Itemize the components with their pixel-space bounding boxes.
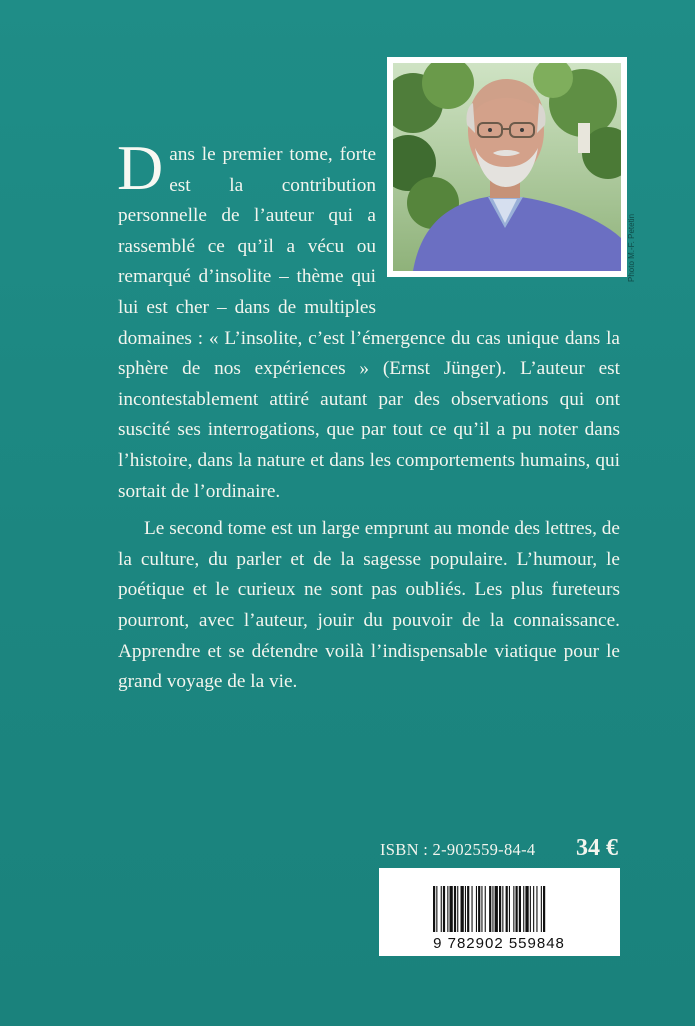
barcode-box: [379, 868, 620, 956]
ean13-barcode: [379, 868, 620, 956]
barcode-bar: [492, 886, 493, 932]
barcode-bar: [523, 886, 524, 932]
barcode-bar: [536, 886, 537, 932]
paragraph-2: Le second tome est un large emprunt au monde des lettres, de la culture, du parler et de la sagesse populaire. L’humour, le poétique et le curieux ne sont pas oubliés. Les plus fureteurs pourront, avec l’auteur, jouir du pouvoir de la connaissance. Apprendre et se détendre voilà l’indispensable viatique pour le grand voyage de la vie.: [118, 518, 620, 693]
barcode-bar: [478, 886, 480, 932]
barcode-bar: [499, 886, 501, 932]
barcode-bar: [489, 886, 491, 932]
photo-credit: Photo M.-F. Petetin: [627, 213, 636, 282]
barcode-bar: [513, 886, 514, 932]
barcode-bar: [450, 886, 453, 932]
back-cover-text: [117, 132, 620, 698]
photo-spacer: [376, 140, 620, 318]
barcode-bar: [516, 886, 518, 932]
barcode-bar: [457, 886, 458, 932]
barcode-bar: [472, 886, 473, 932]
barcode-bar: [485, 886, 486, 932]
barcode-bar: [530, 886, 531, 932]
barcode-bar: [509, 886, 510, 932]
barcode-bar: [481, 886, 482, 932]
barcode-bar: [533, 886, 534, 932]
barcode-bar: [454, 886, 456, 932]
isbn-label: ISBN : 2-902559-84-4: [380, 840, 536, 859]
barcode-bar: [519, 886, 521, 932]
drop-cap: D: [117, 132, 164, 203]
barcode-bar: [506, 886, 508, 932]
barcode-bar: [433, 886, 435, 932]
barcode-digits: 9 782902 559848: [433, 935, 565, 952]
barcode-bar: [541, 886, 542, 932]
barcode-bar: [502, 886, 503, 932]
barcode-bar: [443, 886, 445, 932]
barcode-bar: [476, 886, 477, 932]
price-label: 34 €: [576, 835, 618, 861]
barcode-bar: [525, 886, 528, 932]
barcode-bar: [461, 886, 464, 932]
barcode-bars: [433, 886, 545, 932]
paragraph-1-text: ans le premier tome, forte est la contribution personnelle de l’auteur qui a rassemblé ce qu’il a vécu ou remarqué d’insolite – thème qui lui est cher – dans de multiples domaines : « L’insolite, c’est l’émergence du cas unique dans la sphère de nos expériences » (Ernst Jünger). L’auteur est incontestablement attiré autant par des observations qui ont suscité ses interrogations, que par tout ce qu’il a pu noter dans l’histoire, dans la nature et dans les comportements humains, qui sortait de l’ordinaire.: [118, 144, 620, 502]
barcode-bar: [447, 886, 448, 932]
barcode-bar: [436, 886, 437, 932]
barcode-bar: [495, 886, 498, 932]
barcode-bar: [467, 886, 469, 932]
barcode-bar: [465, 886, 466, 932]
barcode-bar: [441, 886, 442, 932]
barcode-bar: [543, 886, 545, 932]
